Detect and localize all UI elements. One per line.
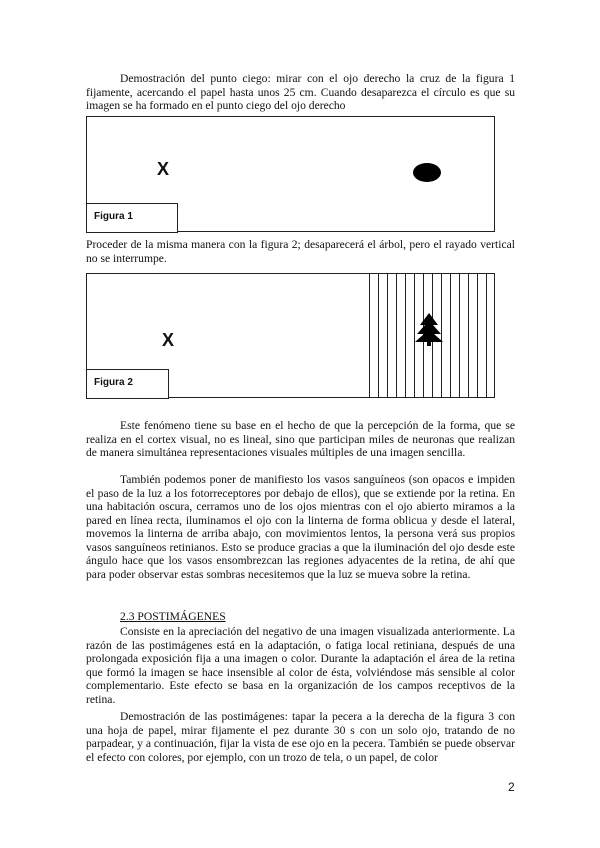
paragraph-text: Consiste en la apreciación del negativo de una imagen visualizada anteriormente. La razón de las postimágenes está en la adaptación, o fatiga local retiniana, después de una prolongada exposición fija a una imagen o color. Durante la adaptación el área de la retina que formó la imagen se hace insensible al color de ésta, volviéndose más sensible al color complementario. Este efecto se basa en la organización de los campos receptivos de la retina. [86, 625, 515, 706]
stripe-line [387, 274, 388, 397]
paragraph-afterimages-definition [86, 625, 515, 706]
figure-2 [86, 273, 495, 398]
page-number: 2 [508, 780, 515, 794]
stripe-line [396, 274, 397, 397]
figure-2-label: Figura 2 [86, 369, 169, 399]
paragraph-blood-vessels [86, 473, 515, 581]
fixation-cross: X [157, 159, 170, 179]
stripe-line [477, 274, 478, 397]
paragraph-blind-spot-demo [86, 72, 515, 113]
stripe-line [450, 274, 451, 397]
stripe-line [369, 274, 370, 397]
stripe-line [486, 274, 487, 397]
paragraph-figure2-instructions [86, 238, 515, 265]
paragraph-text: Demostración de las postimágenes: tapar la pecera a la derecha de la figura 3 con una hoja de papel, mirar fijamente el pez durante 30 s con un solo ojo, tratando de no parpadear, y a continuación, fijar la vista de ese ojo en la pecera. También se puede observar el efecto con colores, por ejemplo, con un trozo de tela, o un papel, de color [86, 710, 515, 764]
fixation-cross: X [162, 330, 175, 350]
black-circle [413, 163, 441, 182]
paragraph-text: También podemos poner de manifiesto los vasos sanguíneos (son opacos e impiden el paso de la luz a los fotorreceptores por debajo de ellos), que se extiende por la retina. En una habitación oscura, cerramos uno de los ojos mientras con el ojo abierto miramos a la pared en línea recta, iluminamos el ojo con la linterna de forma oblicua y desde el lateral, movemos la linterna de arriba abajo, con movimientos lentos, la persona verá sus propios vasos sanguíneos retinianos. Esto se produce gracias a que la iluminación del ojo desde este ángulo hace que los vasos ensombrezcan las regiones adyacentes de la retina, de ahí que para poder observar estas sombras necesitemos que la luz se mueva sobre la retina. [86, 473, 515, 581]
paragraph-text: Proceder de la misma manera con la figura 2; desaparecerá el árbol, pero el rayado vertical no se interrumpe. [86, 238, 515, 265]
paragraph-form-perception [86, 419, 515, 460]
stripe-line [468, 274, 469, 397]
paragraph-text: Demostración del punto ciego: mirar con el ojo derecho la cruz de la figura 1 fijamente, acercando el papel hasta unos 25 cm. Cuando desaparezca el círculo es que su imagen se ha formado en el punto ciego del ojo derecho [86, 72, 515, 112]
stripe-line [378, 274, 379, 397]
figure-1-label: Figura 1 [86, 203, 178, 233]
stripe-line [405, 274, 406, 397]
figure-1 [86, 116, 495, 232]
section-heading: 2.3 POSTIMÁGENES [120, 610, 226, 623]
paragraph-text: Este fenómeno tiene su base en el hecho de que la percepción de la forma, que se realiza en el cortex visual, no es lineal, sino que participan miles de neuronas que realizan de manera simultánea representaciones visuales múltiples de una imagen sencilla. [86, 419, 515, 459]
paragraph-afterimages-demo [86, 710, 515, 764]
stripe-line [459, 274, 460, 397]
tree-icon [414, 312, 444, 346]
